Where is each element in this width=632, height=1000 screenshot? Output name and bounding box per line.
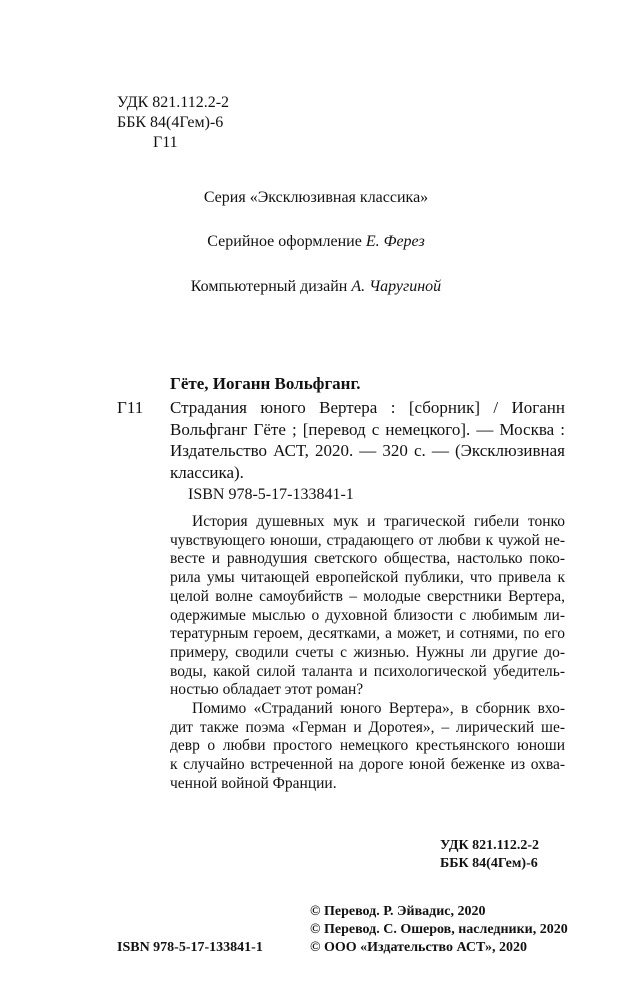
annotation-line: дит также поэма «Герман и Доротея», – лирический ше- [170,718,565,736]
annotation-line: ченной войной Франции. [170,774,337,792]
footer-bbk: ББК 84(4Гем)-6 [440,856,538,871]
series-line: Серия «Эксклюзивная классика» [203,189,429,206]
annotation-line: Помимо «Страданий юного Вертера», в сборник вхо- [192,700,565,717]
annotation-line: тературным героем, десятками, а может, и сотнями, по его [170,625,565,643]
copyright-line: © ООО «Издательство АСТ», 2020 [310,940,528,955]
annotation-line: История душевных мук и трагической гибели тонко [192,513,565,530]
annotation-paragraph-2 [170,700,565,794]
catalog-author-mark: Г11 [117,398,144,417]
description-line: Издательство АСТ, 2020. — 320 с. — (Эксклюзивная [170,441,565,460]
annotation-line: рила умы читающей европейской публики, что привела к [170,569,565,587]
series-design-line [0,232,632,252]
description-line: Вольфганг Гёте ; [перевод с немецкого]. — Москва : [170,419,565,439]
annotation-line: воды, какой силой таланта и психологической убедитель- [170,662,565,680]
catalog-description [170,397,565,483]
annotation-line: чувствующего юноши, страдающего от любви к чужой не- [170,531,565,549]
description-line: классика). [170,462,244,482]
author-mark: Г11 [153,134,178,151]
annotation-line: примеру, сводили счеты с жизнью. Нужны ли другие до- [170,643,565,661]
computer-designer-name: А. Чаругиной [351,278,442,295]
catalog-isbn: ISBN 978-5-17-133841-1 [188,486,354,503]
annotation-line: к случайно встреченной на дороге юной беженке из охва- [170,756,565,774]
catalog-author: Гёте, Иоганн Вольфганг. [170,374,361,393]
annotation-line: ностью обладает этот роман? [170,681,364,699]
annotation-line: целой волне самоубийств – молодые сверстники Вертера, [170,587,565,605]
series-design-label: Серийное оформление [207,233,366,250]
copyright-line: © Перевод. Р. Эйвадис, 2020 [310,904,486,919]
description-line: Страдания юного Вертера : [сборник] / Иоганн [170,398,565,417]
computer-design-line [0,277,632,297]
series-designer-name: Е. Ферез [365,233,425,250]
computer-design-label: Компьютерный дизайн [190,278,352,295]
footer-udk: УДК 821.112.2-2 [440,838,540,853]
footer-isbn: ISBN 978-5-17-133841-1 [117,940,263,955]
annotation-line: весте и равнодушия светского общества, настолько поко- [170,550,565,568]
annotation-line: одержимые мыслью о духовной близости с любимым ли- [170,606,565,624]
udk-code: УДК 821.112.2-2 [117,94,230,111]
annotation-line: девр о любви простого немецкого крестьянского юноши [170,737,565,755]
annotation-paragraph-1 [170,513,565,700]
bbk-code: ББК 84(4Гем)-6 [117,114,224,131]
copyright-line: © Перевод. С. Ошеров, наследники, 2020 [310,922,568,937]
